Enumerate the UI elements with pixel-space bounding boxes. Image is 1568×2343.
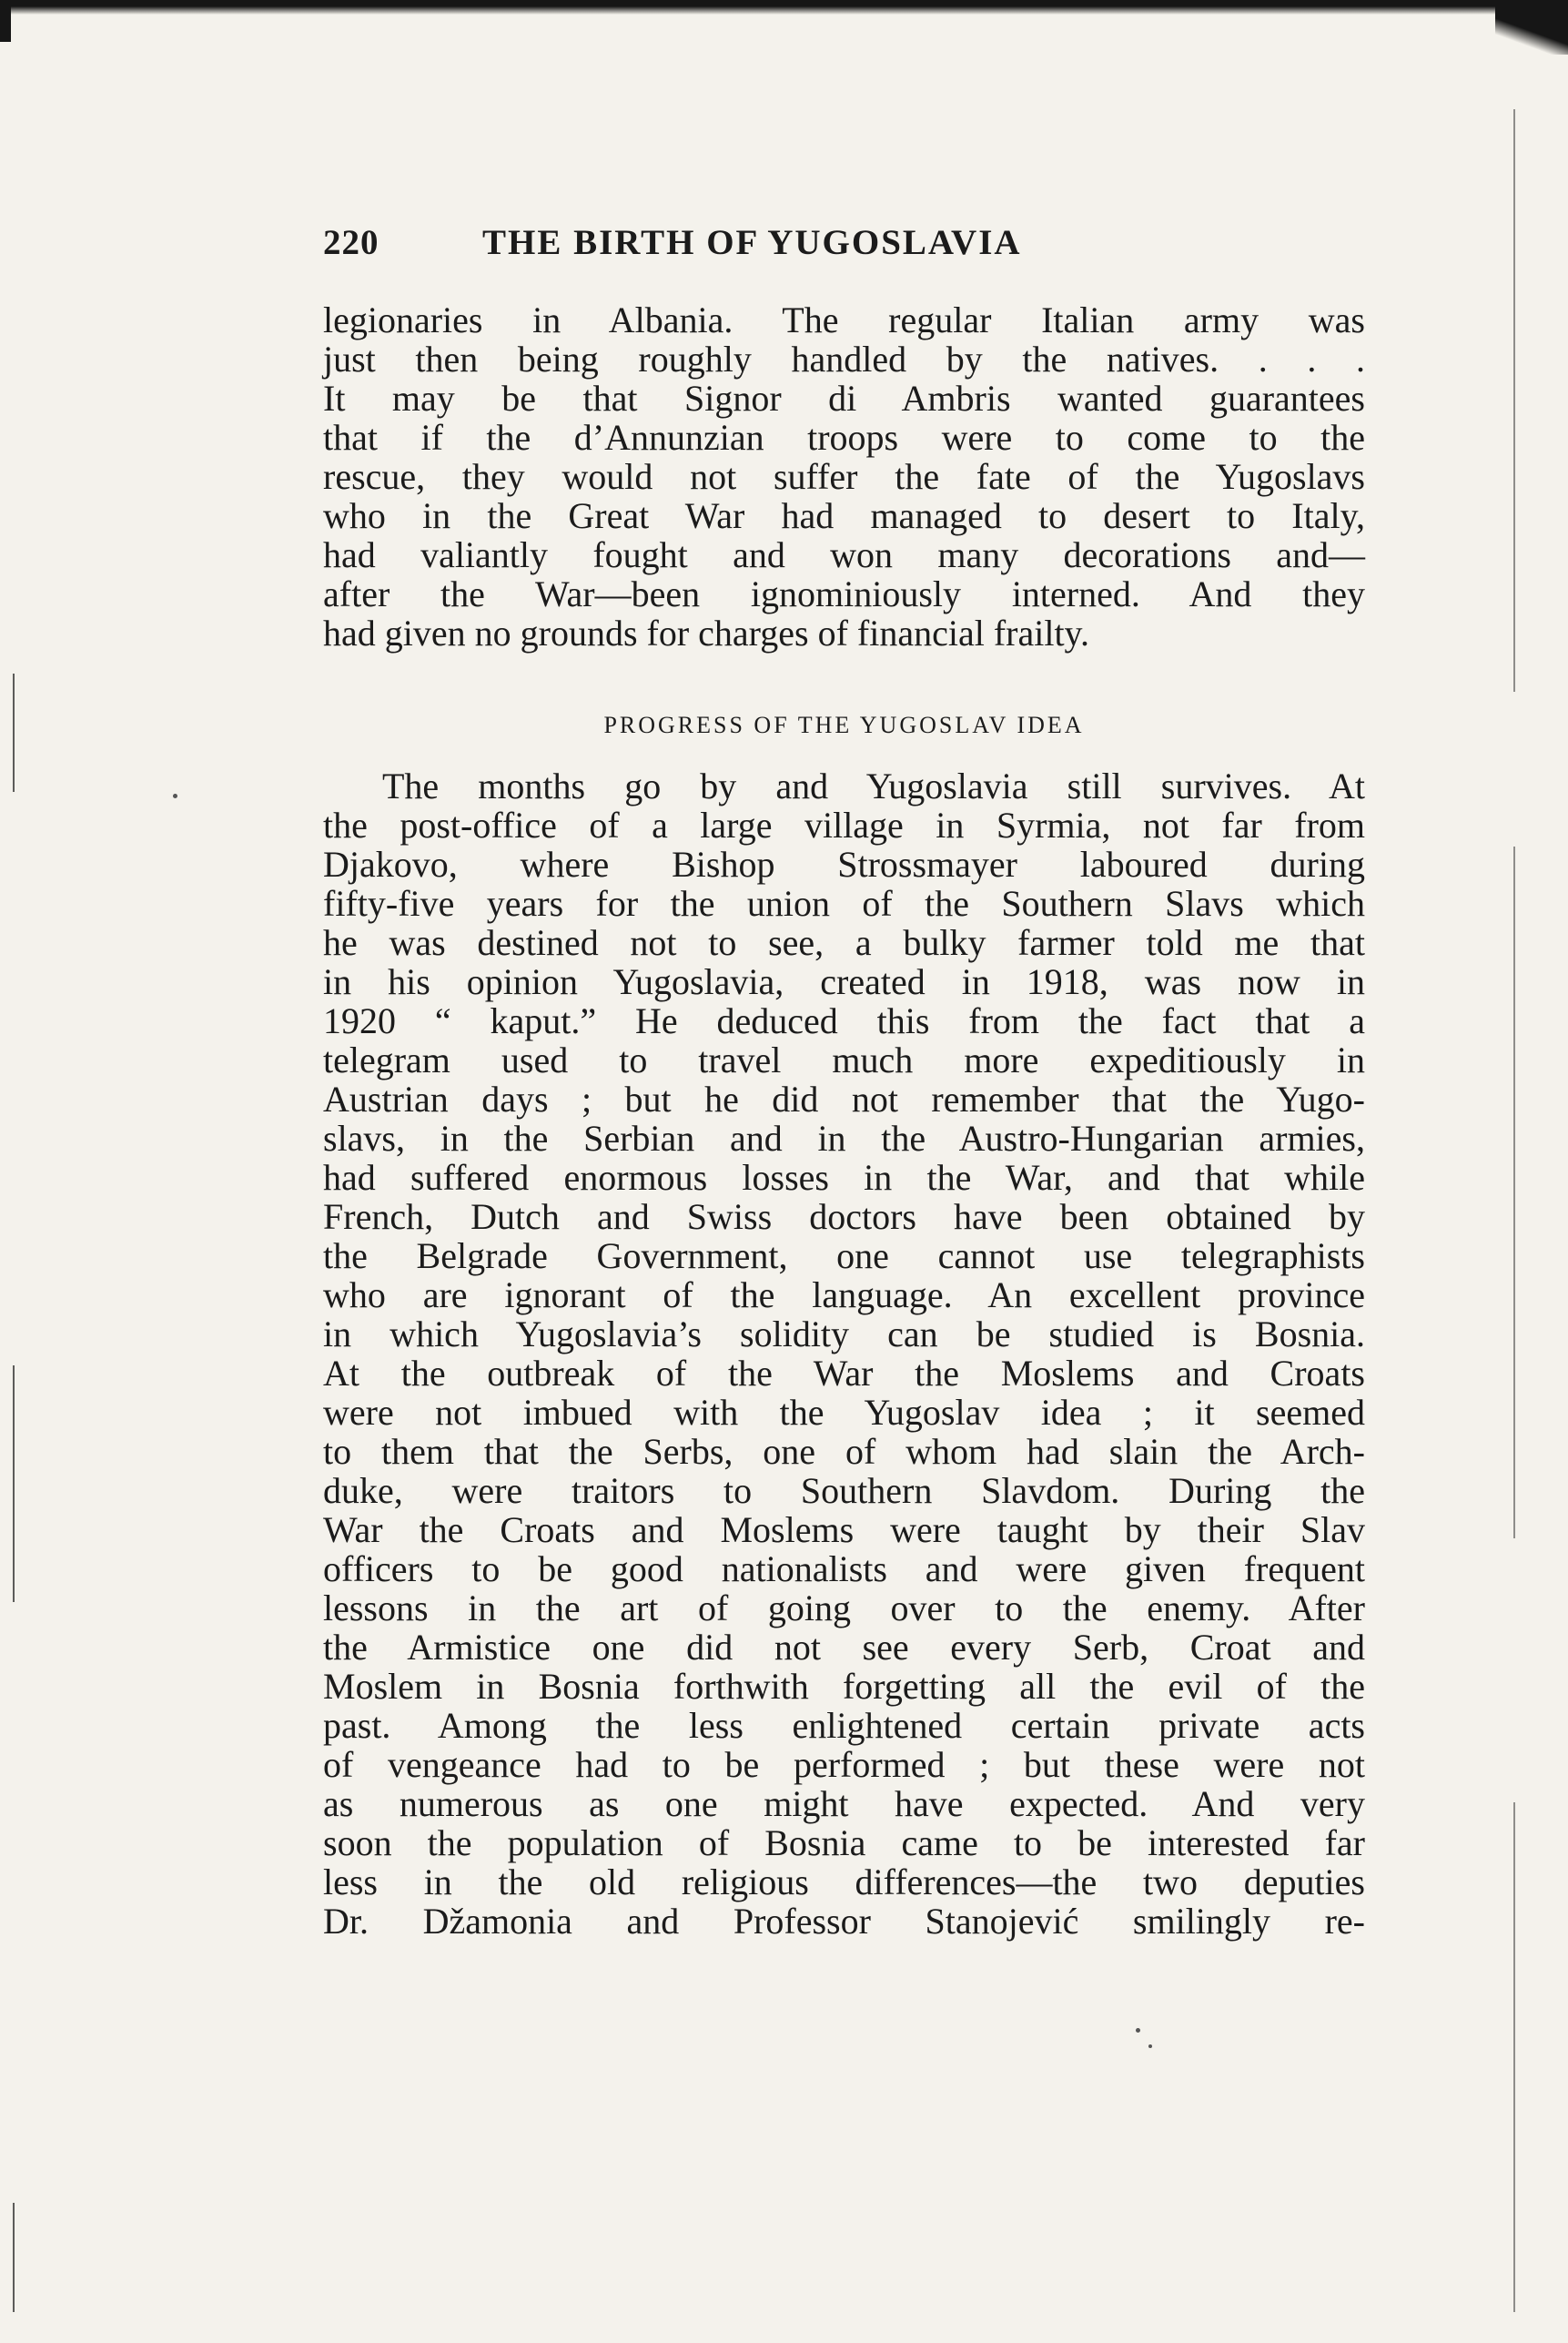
text-line: to them that the Serbs, one of whom had slain the Arch- [323,1431,1365,1472]
binding-shadow [13,1365,15,1602]
text-line: officers to be good nationalists and were given frequent [323,1548,1365,1589]
ink-speck [173,794,177,798]
text-line: Dr. Džamonia and Professor Stanojević smilingly re- [323,1901,1365,1942]
text-line: soon the population of Bosnia came to be interested far [323,1822,1365,1863]
scan-corner-right [1495,0,1568,55]
text-line: fifty-five years for the union of the Southern Slavs which [323,883,1365,924]
page-fore-edge [1513,847,1515,1538]
page-fore-edge [1513,1802,1515,2312]
text-line: the Belgrade Government, one cannot use telegraphists [323,1235,1365,1276]
text-line: who in the Great War had managed to desert to Italy, [323,495,1365,536]
text-line: Austrian days ; but he did not remember that the Yugo- [323,1079,1365,1120]
text-line: War the Croats and Moslems were taught by their Slav [323,1509,1365,1550]
text-line: Djakovo, where Bishop Strossmayer laboured during [323,844,1365,885]
text-line: of vengeance had to be performed ; but these were not [323,1744,1365,1785]
text-line: who are ignorant of the language. An excellent province [323,1274,1365,1315]
text-line: in which Yugoslavia’s solidity can be studied is Bosnia. [323,1314,1365,1354]
text-line: had given no grounds for charges of financial frailty. [323,613,1089,654]
text-line: had suffered enormous losses in the War, and that while [323,1157,1365,1198]
text-line: The months go by and Yugoslavia still survives. At [382,766,1365,806]
text-line: telegram used to travel much more expeditiously in [323,1040,1365,1080]
paragraph-continued [323,300,1365,653]
text-line: slavs, in the Serbian and in the Austro-Hungarian armies, [323,1118,1365,1159]
text-line: lessons in the art of going over to the enemy. After [323,1587,1365,1628]
text-line: after the War—been ignominiously interned. And they [323,573,1365,614]
text-line: were not imbued with the Yugoslav idea ; it seemed [323,1392,1365,1433]
text-line: At the outbreak of the War the Moslems and Croats [323,1353,1365,1394]
running-head [323,222,1365,277]
text-line: as numerous as one might have expected. And very [323,1783,1365,1824]
text-line: just then being roughly handled by the natives. . . . [323,339,1365,380]
text-line: duke, were traitors to Southern Slavdom. During the [323,1470,1365,1511]
text-line: less in the old religious differences—the two deputies [323,1861,1365,1902]
text-line: in his opinion Yugoslavia, created in 1918, was now in [323,961,1365,1002]
text-line: past. Among the less enlightened certain private acts [323,1705,1365,1746]
text-line: legionaries in Albania. The regular Italian army was [323,299,1365,340]
text-line: the Armistice one did not see every Serb, Croat and [323,1627,1365,1668]
page-number: 220 [323,223,379,262]
text-line: Moslem in Bosnia forthwith forgetting all the evil of the [323,1666,1365,1707]
section-heading: PROGRESS OF THE YUGOSLAV IDEA [603,712,1085,738]
ink-speck [1148,2044,1152,2048]
text-line: had valiantly fought and won many decorations and— [323,534,1365,575]
paragraph-main [323,766,1365,1941]
text-line: the post-office of a large village in Syrmia, not far from [323,805,1365,846]
ink-speck [1136,2028,1140,2033]
text-line: French, Dutch and Swiss doctors have been obtained by [323,1196,1365,1237]
text-line: It may be that Signor di Ambris wanted guarantees [323,378,1365,419]
binding-shadow [13,674,15,792]
binding-shadow [13,2203,15,2312]
scan-corner-left [0,0,11,42]
text-line: that if the d’Annunzian troops were to come to the [323,417,1365,458]
text-line: he was destined not to see, a bulky farmer told me that [323,922,1365,963]
running-title: THE BIRTH OF YUGOSLAVIA [482,223,1022,262]
text-line: rescue, they would not suffer the fate of the Yugoslavs [323,456,1365,497]
scan-border-top [0,0,1568,15]
text-line: 1920 “ kaput.” He deduced this from the fact that a [323,1000,1365,1041]
page-fore-edge [1513,109,1515,692]
